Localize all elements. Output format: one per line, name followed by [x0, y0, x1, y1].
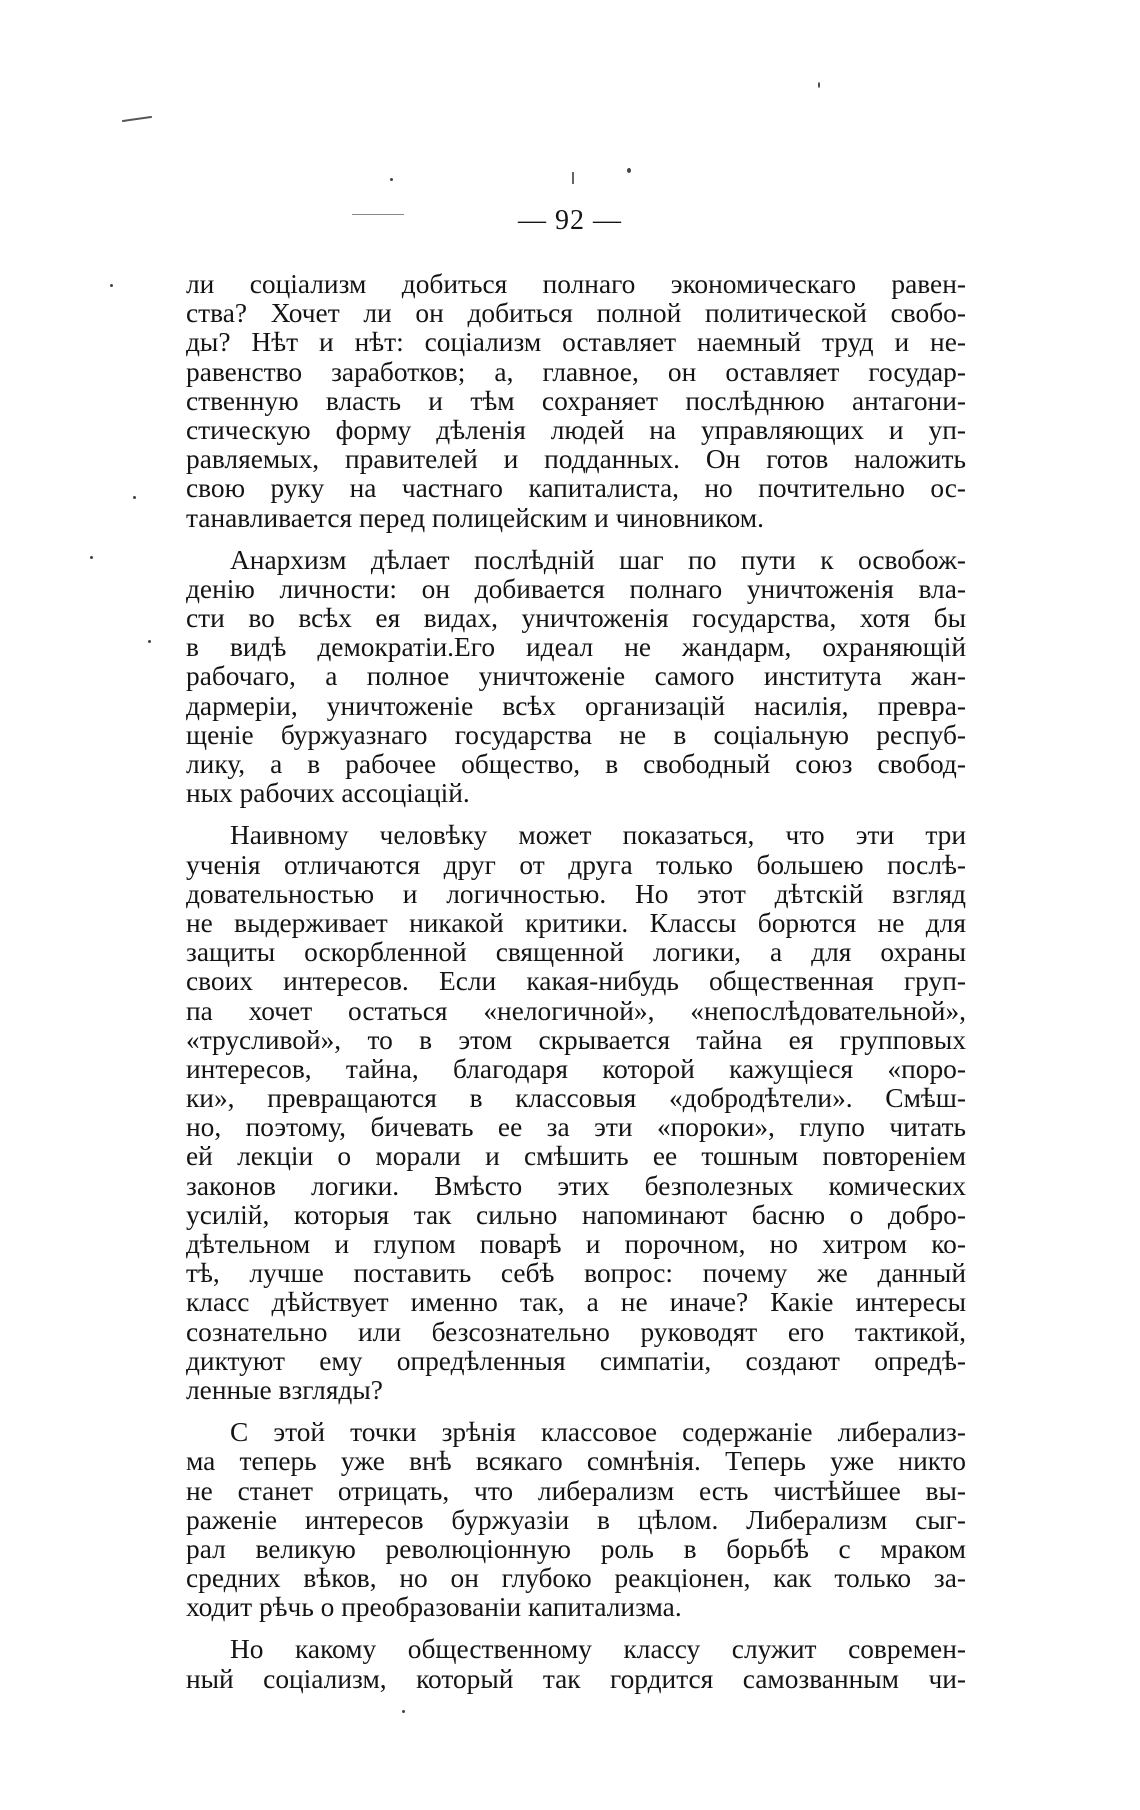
text-line: свою руку на частнаго капиталиста, но почтительно ос-: [186, 473, 966, 504]
text-line: усилій, которыя так сильно напоминают басню о добро-: [186, 1199, 966, 1230]
text-line: ки», превращаются в классовыя «добродѣтели». Смѣш-: [186, 1083, 966, 1114]
speck: [148, 640, 151, 643]
text-line: ленные взгляды?: [186, 1374, 383, 1405]
text-line: ей лекціи о морали и смѣшить ее тошным повтореніем: [186, 1141, 966, 1172]
text-line: ли соціализм добиться полнаго экономическаго равен-: [186, 269, 966, 299]
speck: [90, 556, 93, 559]
speck: [133, 496, 136, 499]
paragraph-4: [186, 1418, 966, 1622]
text-line: па хочет остаться «нелогичной», «непослѣдовательной»,: [186, 995, 966, 1026]
speck: [402, 1710, 405, 1713]
text-line: «трусливой», то в этом скрывается тайна ея групповых: [186, 1024, 966, 1055]
paragraph-5: [186, 1635, 966, 1693]
scan-mark: [122, 116, 152, 122]
text-line: равенство заработков; а, главное, он оставляет государ-: [186, 356, 966, 387]
text-line: ученія отличаются друг от друга только большею послѣ-: [186, 849, 966, 880]
text-line: дармеріи, уничтоженіе всѣх организацій насилія, превра-: [186, 690, 966, 721]
paragraph-1: [186, 270, 966, 533]
page-number: — 92 —: [518, 205, 622, 236]
text-line: своих интересов. Если какая-нибудь общественная груп-: [186, 966, 966, 997]
paragraph-3: [186, 821, 966, 1405]
text-line: ный соціализм, который так гордится самозванным чи-: [186, 1663, 966, 1694]
text-line: ма теперь уже внѣ всякаго сомнѣнія. Теперь уже никто: [186, 1446, 966, 1477]
text-line: щеніе буржуазнаго государства не в соціальную респуб-: [186, 719, 966, 750]
text-line: довательностью и логичностью. Но этот дѣтскій взгляд: [186, 878, 966, 909]
text-line: ходит рѣчь о преобразованіи капитализма.: [186, 1592, 682, 1623]
text-line: сти во всѣх ея видах, уничтоженія государства, хотя бы: [186, 603, 966, 634]
speck: [818, 82, 820, 88]
text-line: лику, а в рабочее общество, в свободный союз свобод-: [186, 749, 966, 779]
speck: [390, 178, 393, 181]
text-line: Наивному человѣку может показаться, что эти три: [230, 820, 966, 851]
text-line: ственную власть и тѣм сохраняет послѣднюю антагони-: [186, 385, 966, 416]
body-text: [186, 270, 966, 1707]
text-line: Но какому общественному классу служит современ-: [230, 1634, 966, 1665]
text-line: диктуют ему опредѣленныя симпатіи, создают опредѣ-: [186, 1345, 966, 1376]
text-line: танавливается перед полицейским и чиновником.: [186, 502, 764, 533]
scan-mark: [572, 172, 574, 184]
text-line: не станет отрицать, что либерализм есть чистѣйшее вы-: [186, 1475, 966, 1506]
text-line: Анархизм дѣлает послѣдній шаг по пути к освобож-: [230, 544, 966, 575]
text-line: интересов, тайна, благодаря которой кажущіеся «поро-: [186, 1053, 966, 1084]
text-line: класс дѣйствует именно так, а не иначе? Какіе интересы: [186, 1287, 966, 1318]
text-line: ды? Нѣт и нѣт: соціализм оставляет наемный труд и не-: [186, 327, 966, 358]
text-line: равляемых, правителей и подданных. Он готов наложить: [186, 444, 966, 475]
text-line: защиты оскорбленной священной логики, а для охраны: [186, 937, 966, 968]
text-line: ных рабочих ассоціацій.: [186, 778, 470, 809]
paragraph-2: [186, 546, 966, 809]
text-line: сознательно или безсознательно руководят его тактикой,: [186, 1316, 966, 1347]
text-line: стическую форму дѣленія людей на управляющих и уп-: [186, 414, 966, 445]
text-line: не выдерживает никакой критики. Классы борются не для: [186, 907, 966, 938]
text-line: тѣ, лучше поставить себѣ вопрос: почему же данный: [186, 1258, 966, 1289]
text-line: но, поэтому, бичевать ее за эти «пороки», глупо читать: [186, 1112, 966, 1143]
text-line: рал великую революціонную роль в борьбѣ с мраком: [186, 1533, 966, 1564]
text-line: раженіе интересов буржуазіи в цѣлом. Либерализм сыг-: [186, 1504, 966, 1535]
speck: [110, 284, 113, 287]
speck: [627, 168, 631, 173]
text-line: дѣтельном и глупом поварѣ и порочном, но хитром ко-: [186, 1229, 966, 1259]
text-line: законов логики. Вмѣсто этих безполезных комических: [186, 1170, 966, 1201]
text-line: денію личности: он добивается полнаго уничтоженія вла-: [186, 573, 966, 604]
text-line: в видѣ демократіи.Его идеал не жандарм, охраняющій: [186, 632, 966, 663]
text-line: С этой точки зрѣнія классовое содержаніе либерализ-: [230, 1417, 966, 1448]
text-line: ства? Хочет ли он добиться полной политической свобо-: [186, 298, 966, 329]
text-line: рабочаго, а полное уничтоженіе самого института жан-: [186, 661, 966, 692]
text-line: средних вѣков, но он глубоко реакціонен, как только за-: [186, 1563, 966, 1594]
